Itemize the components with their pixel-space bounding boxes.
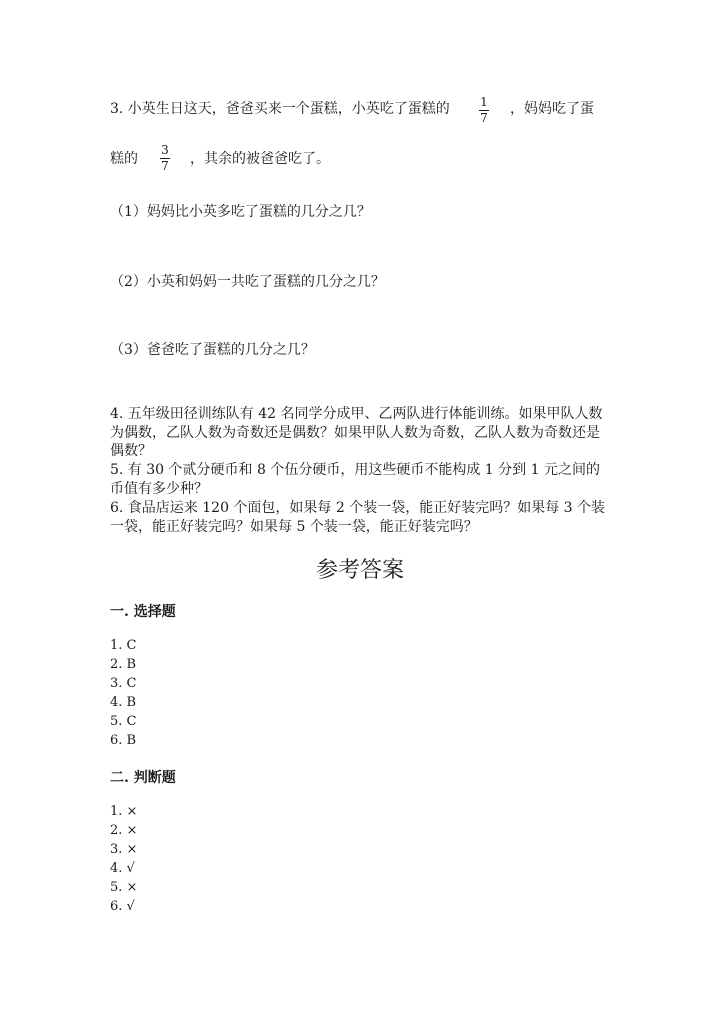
answer-item: 6. √ [110, 899, 135, 914]
question-4: 4. 五年级田径训练队有 42 名同学分成甲、乙两队进行体能训练。如果甲队人数为偶数，乙队人数为奇数还是偶数？如果甲队人数为奇数，乙队人数为奇数还是偶数？ [110, 406, 603, 459]
section1-list [110, 636, 136, 750]
q3-text-part1: 3. 小英生日这天，爸爸买来一个蛋糕，小英吃了蛋糕的 [110, 101, 450, 117]
section2-list [110, 802, 137, 916]
answer-item: 2. × [110, 823, 138, 838]
q3-text-part3: 糕的 [110, 151, 138, 167]
fraction-numerator: 3 [161, 143, 169, 157]
fraction-denominator: 7 [161, 159, 169, 173]
answer-item: 1. × [110, 804, 138, 819]
q3-sub1: （1）妈妈比小英多吃了蛋糕的几分之几？ [110, 204, 371, 220]
answer-item: 4. √ [110, 861, 135, 876]
q3-sub2: （2）小英和妈妈一共吃了蛋糕的几分之几？ [110, 274, 385, 290]
answer-item: 2. B [110, 657, 137, 672]
answer-item: 4. B [110, 695, 137, 710]
question-6: 6. 食品店运来 120 个面包，如果每 2 个装一袋，能正好装完吗？如果每 3 个装一袋，能正好装完吗？如果每 5 个装一袋，能正好装完吗？ [110, 500, 606, 535]
section1-heading: 一. 选择题 [110, 604, 176, 620]
q3-text-part4: ，其余的被爸爸吃了。 [190, 151, 330, 167]
answer-item: 3. × [110, 842, 138, 857]
fraction-three-sevenths [158, 144, 172, 173]
section2-heading: 二. 判断题 [110, 770, 176, 786]
question-5: 5. 有 30 个贰分硬币和 8 个伍分硬币，用这些硬币不能构成 1 分到 1 元之间的币值有多少种？ [110, 462, 600, 497]
fraction-numerator: 1 [480, 95, 488, 109]
answer-item: 5. × [110, 880, 138, 895]
q3-sub3: （3）爸爸吃了蛋糕的几分之几？ [110, 342, 315, 358]
answer-item: 3. C [110, 676, 137, 691]
fraction-denominator: 7 [480, 111, 488, 125]
answers-title: 参考答案 [315, 558, 404, 583]
q3-text-part2: ，妈妈吃了蛋 [510, 101, 594, 117]
answer-item: 6. B [110, 733, 137, 748]
answer-item: 5. C [110, 714, 137, 729]
fraction-one-seventh [477, 96, 491, 125]
answer-item: 1. C [110, 638, 137, 653]
